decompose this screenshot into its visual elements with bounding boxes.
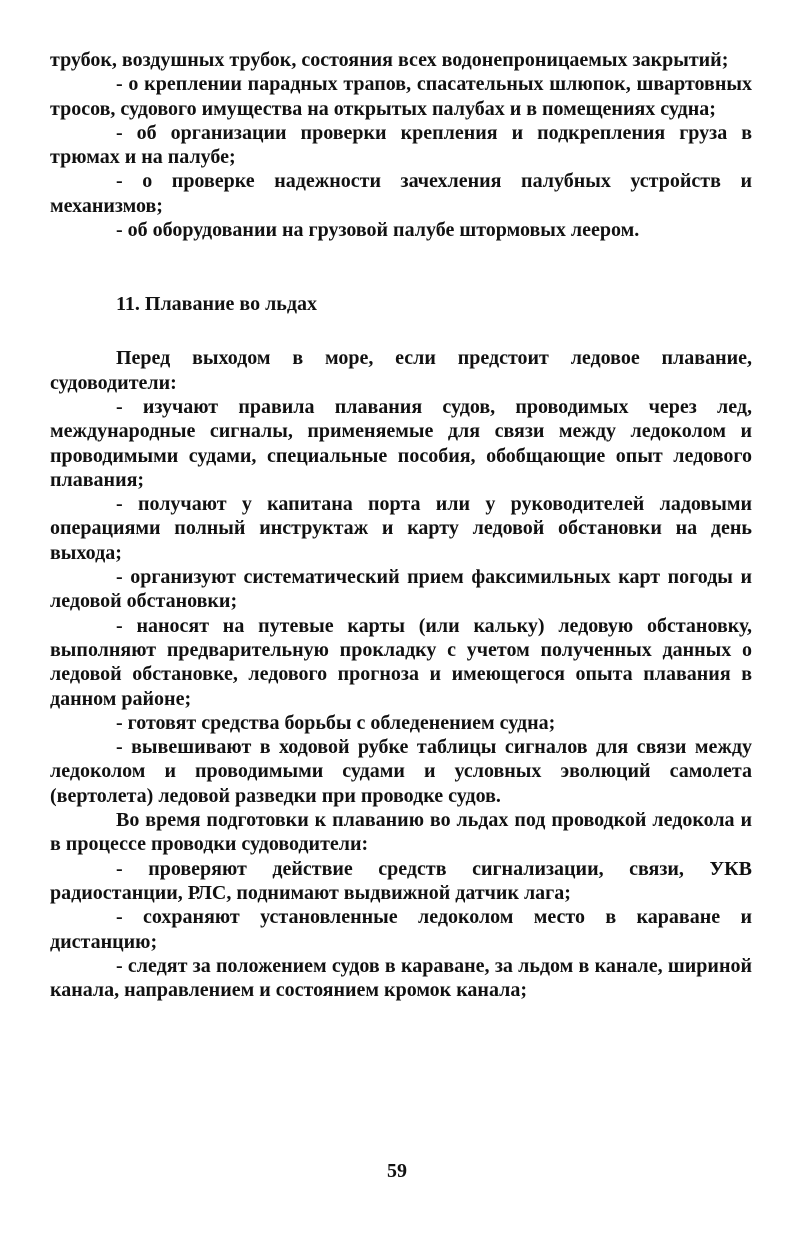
top-section xyxy=(50,48,752,242)
paragraph: трубок, воздушных трубок, состояния всех водонепроницаемых закрытий; xyxy=(50,49,729,71)
paragraph: Во время подготовки к плаванию во льдах под проводкой ледокола и в процессе проводки судоводители: xyxy=(50,809,752,856)
list-item: - изучают правила плавания судов, проводимых через лед, международные сигналы, применяемые для связи между ледоколом и проводимыми судами, специальные пособия, обобщающие опыт ледового плавания; xyxy=(50,395,752,491)
page-number: 59 xyxy=(387,1160,407,1182)
list-item: - об оборудовании на грузовой палубе штормовых леером. xyxy=(116,219,640,242)
list-item: - проверяют действие средств сигнализации, связи, УКВ радиостанции, РЛС, поднимают выдвижной датчик лага; xyxy=(50,857,752,904)
list-item: - готовят средства борьбы с обледенением судна; xyxy=(116,711,556,734)
list-item: - о креплении парадных трапов, спасательных шлюпок, швартовных тросов, судового имущества на открытых палубах и в помещениях судна; xyxy=(50,73,752,120)
paragraph: Перед выходом в море, если предстоит ледовое плавание, судоводители: xyxy=(50,347,752,394)
section-heading: 11. Плавание во льдах xyxy=(116,293,317,316)
list-item: - получают у капитана порта или у руководителей ладовыми операциями полный инструктаж и карту ледовой обстановки на день выхода; xyxy=(50,493,752,564)
list-item: - следят за положением судов в караване, за льдом в канале, шириной канала, направлением и состоянием кромок канала; xyxy=(50,954,752,1002)
document-page xyxy=(50,48,752,1002)
list-item: - наносят на путевые карты (или кальку) ледовую обстановку, выполняют предварительную прокладку с учетом полученных данных о ледовой обстановке, ледового прогноза и имеющегося опыта плавания в данном районе; xyxy=(50,614,752,710)
list-item: - сохраняют установленные ледоколом место в караване и дистанцию; xyxy=(50,906,752,953)
list-item: - вывешивают в ходовой рубке таблицы сигналов для связи между ледоколом и проводимыми судами и условных эволюций самолета (вертолета) ледовой разведки при проводке судов. xyxy=(50,736,752,807)
list-item: - организуют систематический прием факсимильных карт погоды и ледовой обстановки; xyxy=(50,566,752,613)
list-item: - о проверке надежности зачехления палубных устройств и механизмов; xyxy=(50,170,752,217)
section-body xyxy=(50,346,752,1002)
list-item: - об организации проверки крепления и подкрепления груза в трюмах и на палубе; xyxy=(50,121,752,169)
